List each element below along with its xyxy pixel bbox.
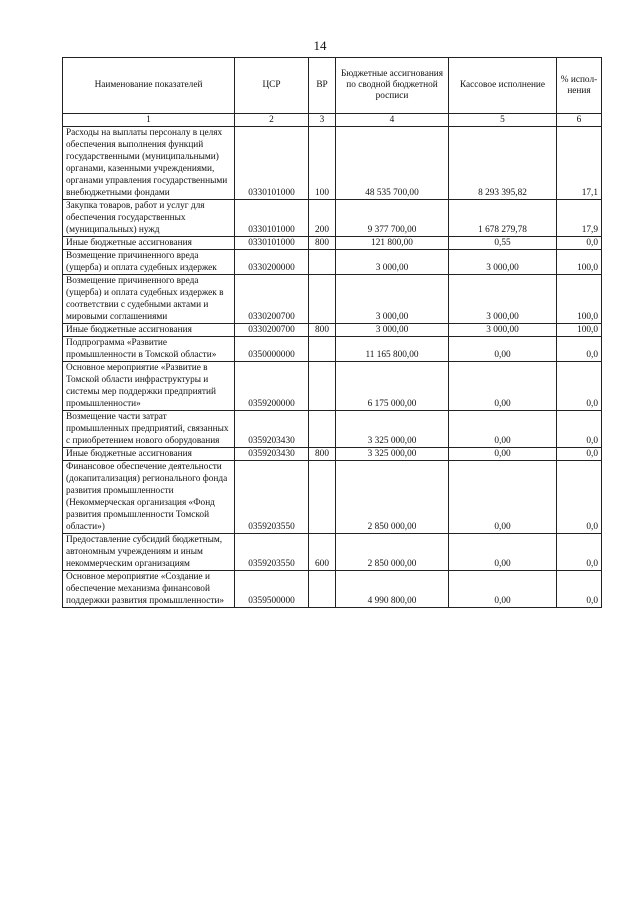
- row-pct: 17,9: [557, 200, 602, 237]
- row-name: Основное мероприятие «Создание и обеспечение механизма финансовой поддержки развития промышленности»: [63, 571, 235, 608]
- table-row: [63, 200, 602, 237]
- row-budget: 6 175 000,00: [336, 362, 449, 411]
- row-vr: [309, 411, 336, 448]
- row-name: Финансовое обеспечение деятельности (докапитализация) регионального фонда развития промышленности (Некоммерческая организация «Фонд развития промышленности Томской области»): [63, 461, 235, 534]
- row-pct: 100,0: [557, 324, 602, 337]
- table-row: [63, 237, 602, 250]
- row-name: Закупка товаров, работ и услуг для обеспечения государственных (муниципальных) нужд: [63, 200, 235, 237]
- row-pct: 0,0: [557, 461, 602, 534]
- table-row: [63, 411, 602, 448]
- row-budget: 3 000,00: [336, 250, 449, 275]
- row-cash: 0,00: [449, 461, 557, 534]
- header-cash: Кассовое исполнение: [449, 58, 557, 114]
- row-csr: 0330200000: [235, 250, 309, 275]
- row-vr: 800: [309, 324, 336, 337]
- row-name: Иные бюджетные ассигнования: [63, 237, 235, 250]
- row-vr: [309, 362, 336, 411]
- row-pct: 0,0: [557, 571, 602, 608]
- row-cash: 0,00: [449, 534, 557, 571]
- row-name: Возмещение части затрат промышленных предприятий, связанных с приобретением нового оборудования: [63, 411, 235, 448]
- row-vr: 600: [309, 534, 336, 571]
- page-number: 14: [313, 38, 327, 53]
- row-name: Расходы на выплаты персоналу в целях обеспечения выполнения функций государственными (муниципальными) органами, казенными учреждениями, органами управления государственными внебюджетными фондами: [63, 127, 235, 200]
- row-csr: 0330200700: [235, 324, 309, 337]
- table-row: [63, 448, 602, 461]
- row-budget: 4 990 800,00: [336, 571, 449, 608]
- row-name: Иные бюджетные ассигнования: [63, 324, 235, 337]
- row-budget: 2 850 000,00: [336, 461, 449, 534]
- row-budget: 3 325 000,00: [336, 448, 449, 461]
- table-row: [63, 362, 602, 411]
- row-csr: 0359203430: [235, 411, 309, 448]
- row-pct: 0,0: [557, 411, 602, 448]
- row-budget: 3 000,00: [336, 324, 449, 337]
- column-number: 4: [336, 114, 449, 127]
- header-pct: % испол-нения: [557, 58, 602, 114]
- table-row: [63, 127, 602, 200]
- table-row: [63, 250, 602, 275]
- row-vr: [309, 571, 336, 608]
- row-cash: 3 000,00: [449, 250, 557, 275]
- row-name: Предоставление субсидий бюджетным, автономным учреждениям и иным некоммерческим организациям: [63, 534, 235, 571]
- row-name: Подпрограмма «Развитие промышленности в Томской области»: [63, 337, 235, 362]
- table-row: [63, 337, 602, 362]
- row-vr: 800: [309, 237, 336, 250]
- row-cash: 0,00: [449, 411, 557, 448]
- row-cash: 3 000,00: [449, 275, 557, 324]
- row-vr: [309, 337, 336, 362]
- row-cash: 1 678 279,78: [449, 200, 557, 237]
- row-vr: [309, 250, 336, 275]
- header-name: Наименование показателей: [63, 58, 235, 114]
- table-row: [63, 324, 602, 337]
- row-cash: 0,00: [449, 571, 557, 608]
- row-pct: 0,0: [557, 534, 602, 571]
- header-csr: ЦСР: [235, 58, 309, 114]
- row-csr: 0359500000: [235, 571, 309, 608]
- row-pct: 100,0: [557, 275, 602, 324]
- row-budget: 2 850 000,00: [336, 534, 449, 571]
- row-pct: 0,0: [557, 237, 602, 250]
- column-number: 3: [309, 114, 336, 127]
- row-csr: 0359203430: [235, 448, 309, 461]
- row-cash: 8 293 395,82: [449, 127, 557, 200]
- row-budget: 11 165 800,00: [336, 337, 449, 362]
- table-row: [63, 275, 602, 324]
- header-vr: ВР: [309, 58, 336, 114]
- row-csr: 0359200000: [235, 362, 309, 411]
- row-budget: 3 000,00: [336, 275, 449, 324]
- row-budget: 9 377 700,00: [336, 200, 449, 237]
- row-csr: 0330101000: [235, 237, 309, 250]
- column-number: 1: [63, 114, 235, 127]
- row-vr: 200: [309, 200, 336, 237]
- budget-execution-table: [62, 57, 602, 608]
- table-header-row: [63, 58, 602, 114]
- row-vr: 100: [309, 127, 336, 200]
- row-cash: 0,00: [449, 362, 557, 411]
- table-row: [63, 534, 602, 571]
- row-pct: 100,0: [557, 250, 602, 275]
- row-csr: 0350000000: [235, 337, 309, 362]
- table-row: [63, 571, 602, 608]
- row-vr: [309, 461, 336, 534]
- row-pct: 17,1: [557, 127, 602, 200]
- column-number: 2: [235, 114, 309, 127]
- row-budget: 121 800,00: [336, 237, 449, 250]
- row-pct: 0,0: [557, 448, 602, 461]
- column-number: 6: [557, 114, 602, 127]
- row-name: Возмещение причиненного вреда (ущерба) и оплата судебных издержек в соответствии с судебными актами и мировыми соглашениями: [63, 275, 235, 324]
- row-csr: 0330200700: [235, 275, 309, 324]
- row-name: Основное мероприятие «Развитие в Томской области инфраструктуры и системы мер поддержки предприятий промышленности»: [63, 362, 235, 411]
- column-number: 5: [449, 114, 557, 127]
- row-vr: [309, 275, 336, 324]
- row-csr: 0330101000: [235, 200, 309, 237]
- row-vr: 800: [309, 448, 336, 461]
- row-cash: 0,00: [449, 448, 557, 461]
- row-cash: 3 000,00: [449, 324, 557, 337]
- table-row: [63, 461, 602, 534]
- row-budget: 3 325 000,00: [336, 411, 449, 448]
- row-name: Возмещение причиненного вреда (ущерба) и оплата судебных издержек: [63, 250, 235, 275]
- row-csr: 0359203550: [235, 534, 309, 571]
- table-body: [63, 127, 602, 608]
- row-pct: 0,0: [557, 362, 602, 411]
- row-name: Иные бюджетные ассигнования: [63, 448, 235, 461]
- row-cash: 0,55: [449, 237, 557, 250]
- row-pct: 0,0: [557, 337, 602, 362]
- row-cash: 0,00: [449, 337, 557, 362]
- column-number-row: [63, 114, 602, 127]
- header-budget: Бюджетные ассигнования по сводной бюджетной росписи: [336, 58, 449, 114]
- row-budget: 48 535 700,00: [336, 127, 449, 200]
- row-csr: 0330101000: [235, 127, 309, 200]
- row-csr: 0359203550: [235, 461, 309, 534]
